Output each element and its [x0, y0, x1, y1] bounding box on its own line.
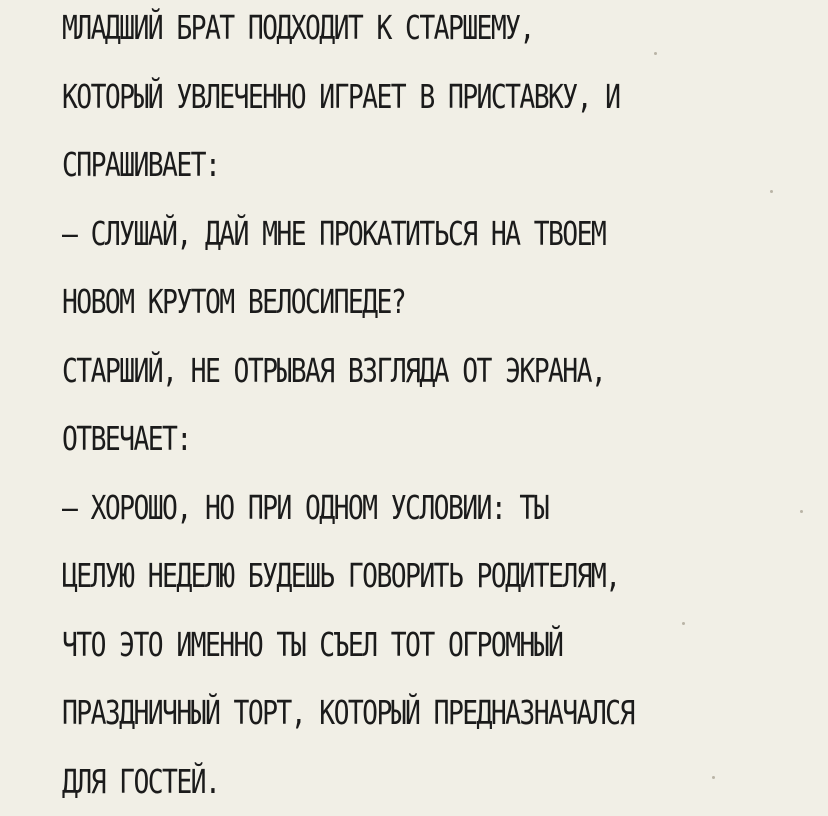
joke-line: – ХОРОШО, НО ПРИ ОДНОМ УСЛОВИИ: ТЫ	[62, 474, 654, 543]
joke-line: ОТВЕЧАЕТ:	[62, 405, 654, 474]
joke-line: НОВОМ КРУТОМ ВЕЛОСИПЕДЕ?	[62, 268, 654, 337]
joke-text	[62, 0, 654, 816]
joke-line: КОТОРЫЙ УВЛЕЧЕННО ИГРАЕТ В ПРИСТАВКУ, И	[62, 63, 654, 132]
joke-line: ДЛЯ ГОСТЕЙ.	[62, 748, 654, 816]
paper-speck	[682, 622, 685, 625]
joke-line: СТАРШИЙ, НЕ ОТРЫВАЯ ВЗГЛЯДА ОТ ЭКРАНА,	[62, 337, 654, 406]
joke-line: ЦЕЛУЮ НЕДЕЛЮ БУДЕШЬ ГОВОРИТЬ РОДИТЕЛЯМ,	[62, 542, 654, 611]
paper-speck	[770, 190, 773, 193]
joke-line: МЛАДШИЙ БРАТ ПОДХОДИТ К СТАРШЕМУ,	[62, 0, 654, 63]
joke-line: – СЛУШАЙ, ДАЙ МНЕ ПРОКАТИТЬСЯ НА ТВОЕМ	[62, 200, 654, 269]
joke-line: СПРАШИВАЕТ:	[62, 131, 654, 200]
joke-line: ЧТО ЭТО ИМЕННО ТЫ СЪЕЛ ТОТ ОГРОМНЫЙ	[62, 611, 654, 680]
paper-speck	[654, 52, 657, 55]
paper-speck	[712, 776, 715, 779]
paper-speck	[800, 510, 803, 513]
joke-line: ПРАЗДНИЧНЫЙ ТОРТ, КОТОРЫЙ ПРЕДНАЗНАЧАЛСЯ	[62, 679, 654, 748]
